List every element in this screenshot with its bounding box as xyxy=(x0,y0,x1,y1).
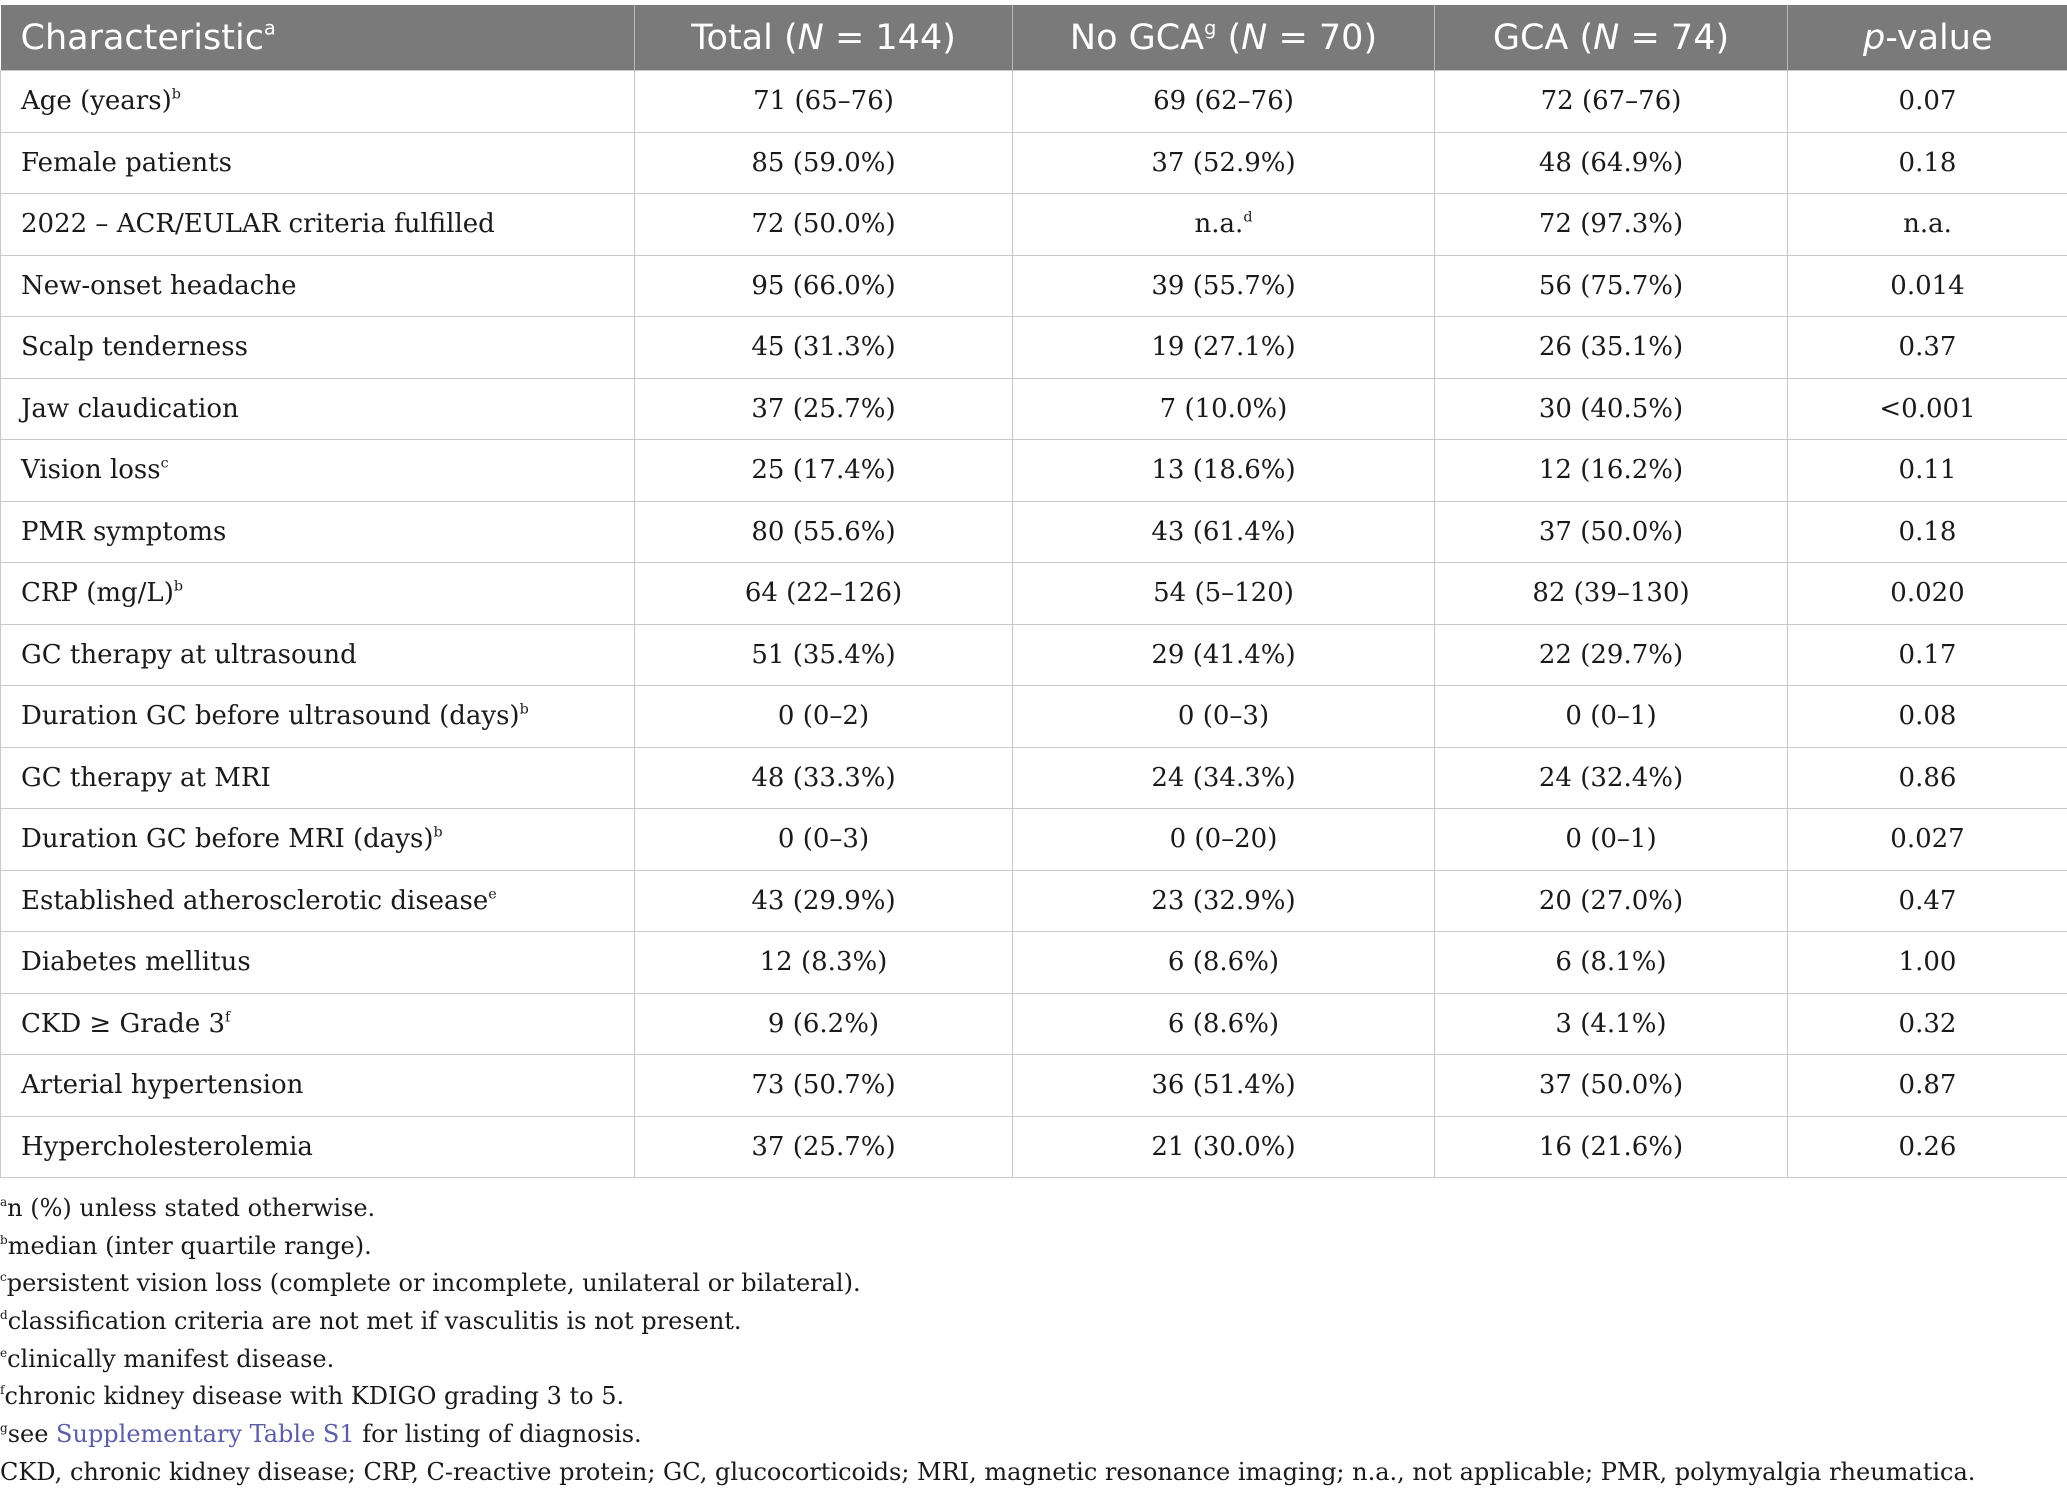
p-value-cell: 0.32 xyxy=(1788,993,2067,1055)
gca-cell: 26 (35.1%) xyxy=(1435,317,1788,379)
total-cell: 12 (8.3%) xyxy=(635,932,1013,994)
no-gca-cell: 23 (32.9%) xyxy=(1013,870,1435,932)
gca-cell: 56 (75.7%) xyxy=(1435,255,1788,317)
p-value-cell: 0.18 xyxy=(1788,501,2067,563)
total-cell: 25 (17.4%) xyxy=(635,440,1013,502)
row-label: GC therapy at ultrasound xyxy=(21,639,357,670)
row-label: 2022 – ACR/EULAR criteria fulfilled xyxy=(21,209,495,240)
total-cell: 0 (0–2) xyxy=(635,686,1013,748)
table-row xyxy=(1,563,2067,625)
gca-cell: 22 (29.7%) xyxy=(1435,624,1788,686)
table-header-row xyxy=(1,5,2067,71)
no-gca-cell: 6 (8.6%) xyxy=(1013,932,1435,994)
table-row xyxy=(1,1116,2067,1178)
row-label: Vision loss xyxy=(21,455,161,486)
no-gca-cell: 24 (34.3%) xyxy=(1013,747,1435,809)
p-value-cell: 0.86 xyxy=(1788,747,2067,809)
footnote-e: $^e$clinically manifest disease. xyxy=(0,1344,335,1373)
total-cell: 48 (33.3%) xyxy=(635,747,1013,809)
p-value-cell: 0.07 xyxy=(1788,71,2067,133)
header-total: Total (N = 144) xyxy=(635,5,1013,71)
footnote-g: $^g$see Supplementary Table S1 for listing of diagnosis. xyxy=(0,1420,642,1449)
no-gca-cell: 39 (55.7%) xyxy=(1013,255,1435,317)
total-cell: 85 (59.0%) xyxy=(635,132,1013,194)
total-cell: 37 (25.7%) xyxy=(635,1116,1013,1178)
footnote-c: $^c$persistent vision loss (complete or incomplete, unilateral or bilateral). xyxy=(0,1269,861,1298)
row-label-cell xyxy=(1,870,635,932)
row-label-cell xyxy=(1,317,635,379)
row-label: Arterial hypertension xyxy=(21,1070,304,1101)
no-gca-cell: 69 (62–76) xyxy=(1013,71,1435,133)
no-gca-cell: 54 (5–120) xyxy=(1013,563,1435,625)
p-value-cell: 0.11 xyxy=(1788,440,2067,502)
table-row xyxy=(1,624,2067,686)
total-cell: 72 (50.0%) xyxy=(635,194,1013,256)
p-value-cell: 0.18 xyxy=(1788,132,2067,194)
no-gca-cell: 21 (30.0%) xyxy=(1013,1116,1435,1178)
p-value-cell: 0.020 xyxy=(1788,563,2067,625)
no-gca-cell: 0 (0–3) xyxy=(1013,686,1435,748)
p-value-cell: <0.001 xyxy=(1788,378,2067,440)
table-row xyxy=(1,255,2067,317)
table-row xyxy=(1,194,2067,256)
footnote-list xyxy=(0,1190,2060,1416)
row-label-cell xyxy=(1,71,635,133)
table-row xyxy=(1,932,2067,994)
row-label: CKD ≥ Grade 3 xyxy=(21,1008,226,1039)
total-cell: 71 (65–76) xyxy=(635,71,1013,133)
row-label: Duration GC before MRI (days) xyxy=(21,824,434,855)
row-label-cell xyxy=(1,686,635,748)
total-cell: 37 (25.7%) xyxy=(635,378,1013,440)
row-label-footnote-mark: b xyxy=(171,86,181,103)
header-p-value: p-value xyxy=(1788,5,2067,71)
p-value-cell: 1.00 xyxy=(1788,932,2067,994)
row-label-footnote-mark: f xyxy=(225,1009,231,1026)
table-row xyxy=(1,809,2067,871)
row-label: GC therapy at MRI xyxy=(21,762,271,793)
gca-cell: 72 (67–76) xyxy=(1435,71,1788,133)
row-label-cell xyxy=(1,932,635,994)
footnote-b: $^b$median (inter quartile range). xyxy=(0,1231,372,1260)
row-label-cell xyxy=(1,747,635,809)
gca-cell: 30 (40.5%) xyxy=(1435,378,1788,440)
row-label-cell xyxy=(1,194,635,256)
characteristics-table xyxy=(0,5,2067,1178)
header-no-gca: No GCA$^g$ (N = 70) xyxy=(1013,5,1435,71)
abbreviations-note: CKD, chronic kidney disease; CRP, C-reactive protein; GC, glucocorticoids; MRI, magnetic resonance imaging; n.a., not applicable; PMR, polymyalgia rheumatica. xyxy=(0,1457,1976,1486)
table-row xyxy=(1,747,2067,809)
table-row xyxy=(1,317,2067,379)
gca-cell: 37 (50.0%) xyxy=(1435,501,1788,563)
no-gca-cell: n.a.$^d$ xyxy=(1013,194,1435,256)
row-label-cell xyxy=(1,132,635,194)
header-gca: GCA (N = 74) xyxy=(1435,5,1788,71)
p-value-cell: 0.26 xyxy=(1788,1116,2067,1178)
gca-cell: 0 (0–1) xyxy=(1435,686,1788,748)
total-cell: 73 (50.7%) xyxy=(635,1055,1013,1117)
table-row xyxy=(1,71,2067,133)
row-label-cell xyxy=(1,563,635,625)
row-label-cell xyxy=(1,378,635,440)
p-value-cell: n.a. xyxy=(1788,194,2067,256)
row-label-footnote-mark: c xyxy=(160,455,169,472)
table-body xyxy=(1,71,2067,1178)
footnote-a: $^a$n (%) unless stated otherwise. xyxy=(0,1194,376,1222)
no-gca-footnote-mark: d xyxy=(1243,209,1253,226)
table-row xyxy=(1,440,2067,502)
total-cell: 64 (22–126) xyxy=(635,563,1013,625)
no-gca-cell: 7 (10.0%) xyxy=(1013,378,1435,440)
row-label: Established atherosclerotic disease xyxy=(21,885,489,916)
row-label-footnote-mark: b xyxy=(433,824,443,841)
gca-cell: 0 (0–1) xyxy=(1435,809,1788,871)
p-value-cell: 0.87 xyxy=(1788,1055,2067,1117)
total-cell: 9 (6.2%) xyxy=(635,993,1013,1055)
row-label: Hypercholesterolemia xyxy=(21,1131,313,1162)
no-gca-cell: 6 (8.6%) xyxy=(1013,993,1435,1055)
gca-cell: 20 (27.0%) xyxy=(1435,870,1788,932)
row-label: New-onset headache xyxy=(21,270,297,301)
row-label-cell xyxy=(1,624,635,686)
row-label-footnote-mark: b xyxy=(173,578,183,595)
table-row xyxy=(1,870,2067,932)
row-label-footnote-mark: e xyxy=(488,886,497,903)
row-label: Scalp tenderness xyxy=(21,332,248,363)
gca-cell: 3 (4.1%) xyxy=(1435,993,1788,1055)
row-label-footnote-mark: b xyxy=(519,701,529,718)
row-label-cell xyxy=(1,440,635,502)
p-value-cell: 0.027 xyxy=(1788,809,2067,871)
row-label: Female patients xyxy=(21,147,232,178)
table-row xyxy=(1,993,2067,1055)
header-characteristic: Characteristic$^a$ xyxy=(1,5,635,71)
table-row xyxy=(1,378,2067,440)
total-cell: 80 (55.6%) xyxy=(635,501,1013,563)
gca-cell: 37 (50.0%) xyxy=(1435,1055,1788,1117)
total-cell: 45 (31.3%) xyxy=(635,317,1013,379)
no-gca-cell: 36 (51.4%) xyxy=(1013,1055,1435,1117)
total-cell: 51 (35.4%) xyxy=(635,624,1013,686)
total-cell: 95 (66.0%) xyxy=(635,255,1013,317)
no-gca-cell: 0 (0–20) xyxy=(1013,809,1435,871)
gca-cell: 82 (39–130) xyxy=(1435,563,1788,625)
row-label-cell xyxy=(1,501,635,563)
table-row xyxy=(1,1055,2067,1117)
table-row xyxy=(1,686,2067,748)
row-label-cell xyxy=(1,993,635,1055)
gca-cell: 6 (8.1%) xyxy=(1435,932,1788,994)
footnote-f: $^f$chronic kidney disease with KDIGO grading 3 to 5. xyxy=(0,1382,625,1411)
row-label: PMR symptoms xyxy=(21,516,227,547)
row-label: Age (years) xyxy=(21,86,172,117)
gca-cell: 16 (21.6%) xyxy=(1435,1116,1788,1178)
table-row xyxy=(1,132,2067,194)
no-gca-cell: 37 (52.9%) xyxy=(1013,132,1435,194)
no-gca-cell: 13 (18.6%) xyxy=(1013,440,1435,502)
total-cell: 0 (0–3) xyxy=(635,809,1013,871)
row-label: CRP (mg/L) xyxy=(21,578,174,609)
row-label-cell xyxy=(1,809,635,871)
supplementary-table-link[interactable]: Supplementary Table S1 xyxy=(56,1420,355,1449)
no-gca-cell: 43 (61.4%) xyxy=(1013,501,1435,563)
table-footnotes xyxy=(0,1190,2060,1492)
gca-cell: 72 (97.3%) xyxy=(1435,194,1788,256)
row-label: Jaw claudication xyxy=(21,393,239,424)
no-gca-cell: 19 (27.1%) xyxy=(1013,317,1435,379)
row-label: Diabetes mellitus xyxy=(21,947,251,978)
row-label: Duration GC before ultrasound (days) xyxy=(21,701,520,732)
p-value-cell: 0.17 xyxy=(1788,624,2067,686)
footnote-d: $^d$classification criteria are not met if vasculitis is not present. xyxy=(0,1307,742,1336)
p-value-cell: 0.014 xyxy=(1788,255,2067,317)
no-gca-cell: 29 (41.4%) xyxy=(1013,624,1435,686)
row-label-cell xyxy=(1,1055,635,1117)
row-label-cell xyxy=(1,1116,635,1178)
table-row xyxy=(1,501,2067,563)
total-cell: 43 (29.9%) xyxy=(635,870,1013,932)
p-value-cell: 0.08 xyxy=(1788,686,2067,748)
gca-cell: 12 (16.2%) xyxy=(1435,440,1788,502)
p-value-cell: 0.37 xyxy=(1788,317,2067,379)
gca-cell: 48 (64.9%) xyxy=(1435,132,1788,194)
p-value-cell: 0.47 xyxy=(1788,870,2067,932)
row-label-cell xyxy=(1,255,635,317)
gca-cell: 24 (32.4%) xyxy=(1435,747,1788,809)
